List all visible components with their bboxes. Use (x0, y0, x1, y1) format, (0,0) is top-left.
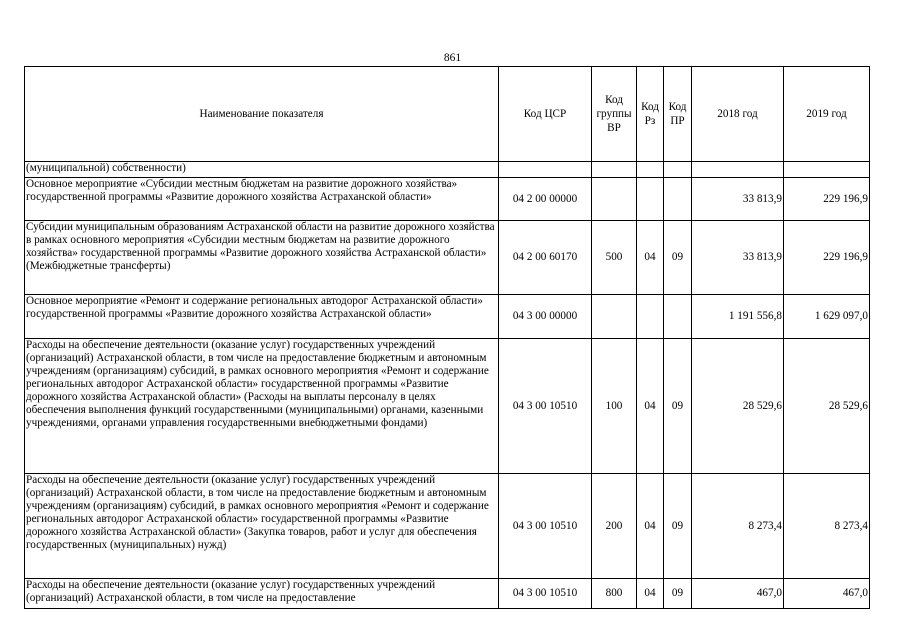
row-csr: 04 3 00 10510 (499, 339, 592, 474)
row-name: Основное мероприятие «Субсидии местным бюджетам на развитие дорожного хозяйства» государственной программы «Развитие дорожного хозяйства Астраханской области» (25, 178, 499, 221)
row-2018: 33 813,9 (692, 221, 784, 295)
row-2019 (784, 162, 870, 178)
row-vr (592, 295, 637, 339)
row-rz: 04 (637, 339, 664, 474)
row-2019: 467,0 (784, 579, 870, 609)
row-2018: 33 813,9 (692, 178, 784, 221)
row-pr: 09 (664, 339, 692, 474)
row-pr (664, 178, 692, 221)
row-name: Основное мероприятие «Ремонт и содержание региональных автодорог Астраханской области» государственной программы «Развитие дорожного хозяйства Астраханской области» (25, 295, 499, 339)
row-2019: 229 196,9 (784, 178, 870, 221)
row-pr: 09 (664, 579, 692, 609)
row-name: (муниципальной) собственности) (25, 162, 499, 178)
row-rz (637, 178, 664, 221)
header-rz: Код Рз (637, 67, 664, 162)
row-rz (637, 295, 664, 339)
page-number: 861 (443, 52, 462, 64)
header-2019: 2019 год (784, 67, 870, 162)
row-pr (664, 162, 692, 178)
table-row (25, 178, 870, 221)
row-vr: 100 (592, 339, 637, 474)
budget-table (24, 66, 870, 609)
row-vr: 500 (592, 221, 637, 295)
row-2019: 28 529,6 (784, 339, 870, 474)
row-2018: 28 529,6 (692, 339, 784, 474)
header-name: Наименование показателя (25, 67, 499, 162)
table-row (25, 339, 870, 474)
row-name: Расходы на обеспечение деятельности (оказание услуг) государственных учреждений (организаций) Астраханской области, в том числе на предоставление (25, 579, 499, 609)
row-csr (499, 162, 592, 178)
row-name: Субсидии муниципальным образованиям Астраханской области на развитие дорожного хозяйства в рамках основного мероприятия «Субсидии местным бюджетам на развитие дорожного хозяйства» государственной программы «Развитие дорожного хозяйства Астраханской области» (Межбюджетные трансферты) (25, 221, 499, 295)
row-csr: 04 2 00 00000 (499, 178, 592, 221)
row-rz (637, 162, 664, 178)
table-row (25, 221, 870, 295)
row-name: Расходы на обеспечение деятельности (оказание услуг) государственных учреждений (организаций) Астраханской области, в том числе на предоставление бюджетным и автономным учреждениям (организациям) субсидий, в рамках основного мероприятия «Ремонт и содержание региональных автодорог Астраханской области» государственной программы «Развитие дорожного хозяйства Астраханской области» (Закупка товаров, работ и услуг для обеспечения государственных (муниципальных) нужд) (25, 474, 499, 579)
row-rz: 04 (637, 474, 664, 579)
row-vr: 200 (592, 474, 637, 579)
row-2018: 8 273,4 (692, 474, 784, 579)
row-pr (664, 295, 692, 339)
row-rz: 04 (637, 221, 664, 295)
row-2019: 1 629 097,0 (784, 295, 870, 339)
header-2018: 2018 год (692, 67, 784, 162)
table-row (25, 295, 870, 339)
row-csr: 04 2 00 60170 (499, 221, 592, 295)
header-pr: Код ПР (664, 67, 692, 162)
table-row (25, 579, 870, 609)
row-csr: 04 3 00 10510 (499, 474, 592, 579)
table-row (25, 162, 870, 178)
row-2018: 1 191 556,8 (692, 295, 784, 339)
row-pr: 09 (664, 221, 692, 295)
row-vr (592, 162, 637, 178)
row-rz: 04 (637, 579, 664, 609)
header-csr: Код ЦСР (499, 67, 592, 162)
row-pr: 09 (664, 474, 692, 579)
header-vr: Код группы ВР (592, 67, 637, 162)
row-csr: 04 3 00 00000 (499, 295, 592, 339)
row-2019: 229 196,9 (784, 221, 870, 295)
row-csr: 04 3 00 10510 (499, 579, 592, 609)
table-row (25, 474, 870, 579)
row-2018: 467,0 (692, 579, 784, 609)
row-vr (592, 178, 637, 221)
table-header-row (25, 67, 870, 162)
row-vr: 800 (592, 579, 637, 609)
row-2018 (692, 162, 784, 178)
row-2019: 8 273,4 (784, 474, 870, 579)
row-name: Расходы на обеспечение деятельности (оказание услуг) государственных учреждений (организаций) Астраханской области, в том числе на предоставление бюджетным и автономным учреждениям (организациям) субсидий, в рамках основного мероприятия «Ремонт и содержание региональных автодорог Астраханской области» государственной программы «Развитие дорожного хозяйства Астраханской области» (Расходы на выплаты персоналу в целях обеспечения выполнения функций государственными (муниципальными) органами, казенными учреждениями, органами управления государственными внебюджетными фондами) (25, 339, 499, 474)
